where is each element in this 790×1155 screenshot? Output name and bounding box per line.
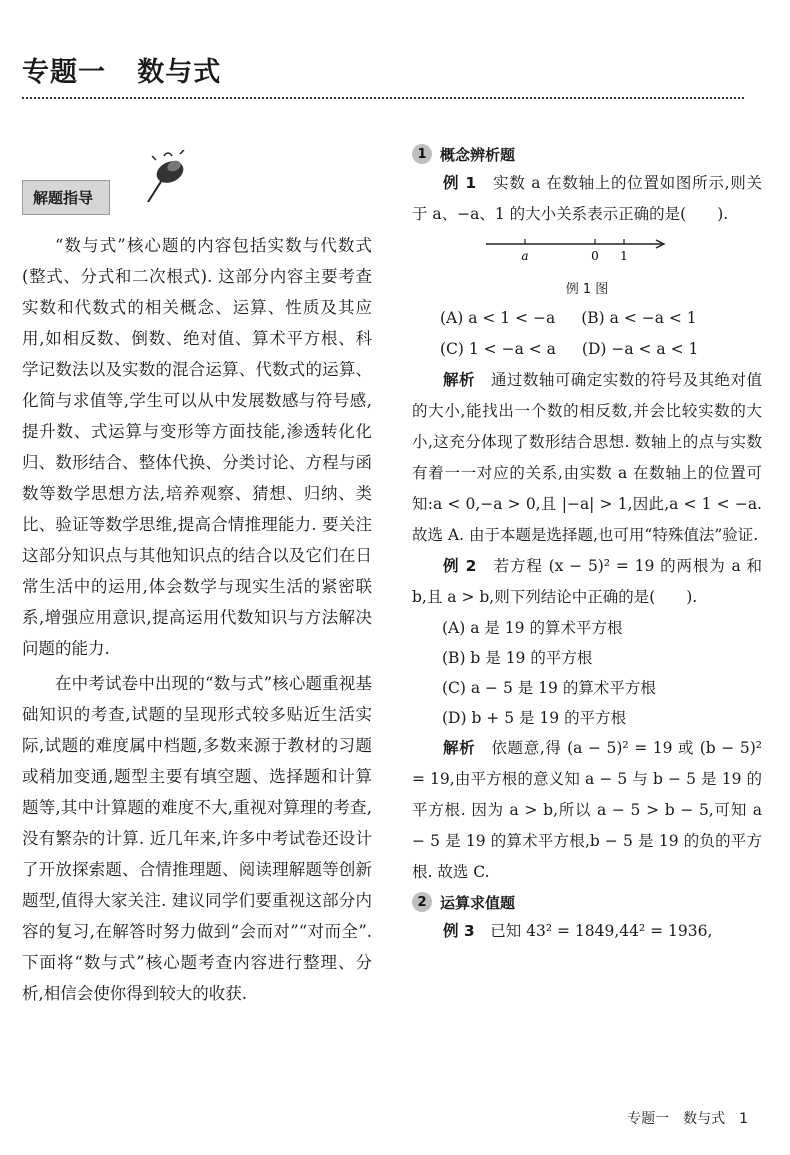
example-3-question: 已知 43² = 1849,44² = 1936,	[490, 922, 713, 940]
example-1-analysis	[412, 365, 762, 551]
example-2-option-b: (B) b 是 19 的平方根	[442, 649, 593, 667]
example-2	[412, 551, 762, 613]
analysis-label: 解析	[443, 371, 475, 389]
left-column	[22, 150, 372, 1009]
option-b: (B) a < −a < 1	[581, 309, 697, 327]
section-1-heading	[412, 140, 762, 168]
example-1	[412, 168, 762, 230]
right-column	[412, 140, 762, 947]
section-2-heading	[412, 888, 762, 916]
section-1-number: 1	[412, 144, 432, 164]
number-line-figure	[412, 230, 762, 274]
example-1-options-row-2	[412, 334, 762, 365]
title-divider	[22, 97, 744, 99]
section-1-title: 概念辨析题	[440, 145, 516, 164]
pushpin-icon	[134, 150, 194, 210]
guide-header	[22, 150, 372, 230]
guide-label: 解题指导	[22, 180, 110, 215]
analysis-label: 解析	[443, 739, 476, 757]
example-1-options-row-1	[412, 303, 762, 334]
option-a: (A) a < 1 < −a	[440, 309, 556, 327]
tick-label-1: 1	[620, 249, 628, 263]
section-2-number: 2	[412, 892, 432, 912]
page-footer: 专题一 数与式 1	[627, 1111, 748, 1127]
example-2-label: 例 2	[443, 557, 477, 575]
example-3	[412, 916, 762, 947]
option-d: (D) −a < a < 1	[581, 340, 699, 358]
example-1-analysis-text: 通过数轴可确定实数的符号及其绝对值的大小,能找出一个数的相反数,并会比较实数的大小,这充分体现了数形结合思想. 数轴上的点与实数有着一一对应的关系,由实数 a 在数轴上的位置可知:a < 0,−a > 0,且 |−a| > 1,因此,a < 1 < −a. 故选 A. 由于本题是选择题,也可用“特殊值法”验证.	[412, 371, 762, 544]
example-2-analysis-text: 依题意,得 (a − 5)² = 19 或 (b − 5)² = 19,由平方根的意义知 a − 5 与 b − 5 是 19 的平方根. 因为 a > b,所以 a − 5 > b − 5,可知 a − 5 是 19 的算术平方根,b − 5 是 19 的负的平方根. 故选 C.	[412, 739, 762, 881]
example-1-label: 例 1	[443, 174, 477, 192]
example-2-analysis	[412, 733, 762, 888]
page-title: 专题一 数与式	[22, 57, 222, 88]
example-2-option-c: (C) a − 5 是 19 的算术平方根	[442, 679, 656, 697]
tick-label-a: a	[521, 249, 529, 263]
example-2-option-d: (D) b + 5 是 19 的平方根	[442, 709, 627, 727]
section-2-title: 运算求值题	[440, 893, 516, 912]
guide-paragraph-2: 在中考试卷中出现的“数与式”核心题重视基础知识的考查,试题的呈现形式较多贴近生活实际,试题的难度属中档题,多数来源于教材的习题或稍加变通,题型主要有填空题、选择题和计算题等,其中计算题的难度不大,重视对算理的考查,没有繁杂的计算. 近几年来,许多中考试卷还设计了开放探索题、合情推理题、阅读理解题等创新题型,值得大家关注. 建议同学们要重视这部分内容的复习,在解答时努力做到“会而对”“对而全”. 下面将“数与式”核心题考查内容进行整理、分析,相信会使你得到较大的收获.	[22, 674, 372, 1003]
option-c: (C) 1 < −a < a	[440, 340, 556, 358]
tick-label-0: 0	[591, 249, 599, 263]
example-1-question: 实数 a 在数轴上的位置如图所示,则关于 a、−a、1 的大小关系表示正确的是( ).	[412, 174, 762, 223]
example-3-label: 例 3	[443, 922, 475, 940]
figure-caption: 例 1 图	[565, 282, 609, 297]
guide-paragraph-1: “数与式”核心题的内容包括实数与代数式(整式、分式和二次根式). 这部分内容主要考查实数和代数式的相关概念、运算、性质及其应用,如相反数、倒数、绝对值、算术平方根、科学记数法以及实数的混合运算、代数式的运算、化简与求值等,学生可以从中发展数感与符号感,提升数、式运算与变形等方面技能,渗透转化化归、数形结合、整体代换、分类讨论、方程与函数等数学思想方法,培养观察、猜想、归纳、类比、验证等数学思维,提高合情推理能力. 要关注这部分知识点与其他知识点的结合以及它们在日常生活中的运用,体会数学与现实生活的紧密联系,增强应用意识,提高运用代数知识与方法解决问题的能力.	[22, 236, 372, 658]
example-2-option-a: (A) a 是 19 的算术平方根	[442, 619, 623, 637]
example-2-question: 若方程 (x − 5)² = 19 的两根为 a 和 b,且 a > b,则下列结论中正确的是( ).	[412, 557, 762, 606]
